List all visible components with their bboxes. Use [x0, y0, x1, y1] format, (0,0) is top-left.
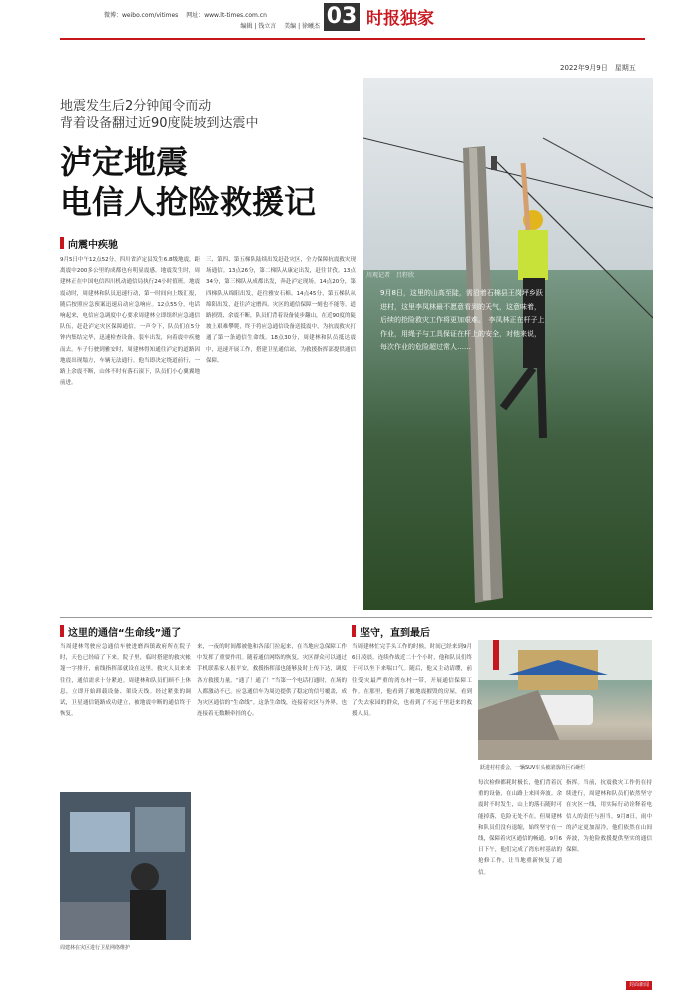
section-title: 时报独家	[366, 9, 434, 29]
page-number: 03	[324, 3, 360, 31]
kicker	[60, 98, 360, 132]
header-divider	[60, 38, 645, 40]
section1-heading: 向震中疾驰	[68, 240, 118, 251]
editor-text: 编辑 | 钱立言	[240, 23, 277, 30]
website-text: 网址：www.lt-times.com.cn	[186, 12, 267, 19]
designer-text: 美编 | 徐曦杰	[284, 23, 320, 30]
damaged-suv-illustration	[478, 640, 652, 760]
section-marker	[60, 237, 64, 249]
kicker-line-2: 背着设备翻过近90度陡坡到达震中	[60, 116, 259, 131]
section1-col2: 三、第四、第五梯队陆续出发赶赴灾区，全力保障抗震救灾现场通信。13点26分，第二梯队从康定出发，赶往甘孜。13点34分，第三梯队从成都出发，奔赴泸定现场。14点20分，第四梯队从绵阳出发，赶往雅安石棉。14点45分，第五梯队从绵阳出发，赶往泸定磨西。灾区的通信保障一刻也不能等。道路损毁、余震不断，队员们背着设备徒步翻山，在近90度的陡坡上艰难攀爬，终于将应急通信设备送抵震中，为抗震救灾打通了第一条通信生命线。18点30分，周建林和队员抵达震中，迅速开展工作，搭建卫星通信站，为救援指挥部提供通信保障。	[206, 257, 356, 364]
section3-heading: 坚守，直到最后	[360, 628, 430, 639]
section1-col1: 9月5日中午12点52分，四川省泸定县发生6.8级地震，距离震中200多公里的成都也有明显震感。地震发生时，周建林正在中国电信四川机动通信局执行24小时值班。地震震动时，周建林和队员迅速行动，第一时间向上级汇报，随后按照应急预案迅速启动应急响应。12点55分，电话响起来，电信应急调度中心要求周建林立即组织应急通信队伍，赶赴泸定灾区保障通信。一声令下，队员们在5分钟内集结完毕，迅速检查设备、装车出发，向着震中疾驰而去。车子行驶到雅安时，周建林得知通往泸定的道路因地震出现塌方，车辆无法通行。他当即决定绕道前行，一路上余震不断，山体不时有落石滚下，队员们小心翼翼地前进。	[60, 257, 200, 387]
section-marker	[352, 625, 356, 637]
section3-col1: 当周建林忙完手头工作的时候，时间已经来到9月6日凌晨。连续作战近二十个小时，他和队员们终于可以坐下来喘口气。随后，他又主动请缨，前往受灾最严重的湾东村一带，开展通信保障工作。在那里，他看到了被地震摧毁的房屋，看到了失去家园的群众，也看到了不远千里赶来的救援人员。	[352, 644, 472, 718]
photo-credit: 川观记者 吕籽欣	[366, 272, 415, 279]
section2-col2: 来，一夜的时间都被他和各部门拉起来，在当地应急保障工作中发挥了重要作用。随着通信网络的恢复，灾区群众可以通过手机联系家人报平安，救援指挥部也能够及时上传下达，调度各方救援力量。“通了！通了！”当第一个电话打通时，在场的人都激动不已。应急通信车为周边提供了稳定的信号覆盖，成为灾区通信的“生命线”。这条生命线，连接着灾区与外界，也连接着无数颗牵挂的心。	[197, 644, 347, 718]
weibo-text: 微博：weibo.com/vitimes	[104, 12, 179, 19]
section3-photo-caption: 跃进村村委会，一辆SUV车头被滚落的巨石砸烂	[480, 765, 586, 771]
section2-photo	[60, 792, 191, 940]
main-photo-caption: 9月8日，这里的山高至陡，需沿着石棉县王岗坪乡跃进村，这里李凤林最不愿意看到的天气，这意味着，后续的抢险救灾工作将更加艰难。 李凤林正在杆子上作业，用绳子与工具保证在杆上的安全，对他来说，每次作业的危险超过常人……	[380, 289, 545, 351]
headline-line-1: 泸定地震	[60, 143, 189, 181]
operator-at-console-illustration	[60, 792, 191, 940]
section3-col3: 指挥。当前，抗震救灾工作仍在持续进行，周建林和队员们依然坚守在灾区一线，用实际行动诠释着电信人的责任与担当。9月8日，雨中的泸定更加湿冷，他们依然在山间奔波，为抢险救援提供坚实的通信保障。	[566, 780, 652, 854]
section3-photo	[478, 640, 652, 760]
section3-col2: 每次检修都耗时极长，他们背着沉重的设备，在山路上来回奔波。余震时不时发生，山上的落石随时可能掉落，危险无处不在。但周建林和队员们没有退缩，始终坚守在一线，保障着灾区通信的畅通。9月6日下午，他们完成了湾东村基站的抢修工作，让当地重新恢复了通信。	[478, 780, 562, 876]
headline	[60, 142, 360, 222]
masthead-info	[104, 10, 324, 32]
section-marker	[60, 625, 64, 637]
headline-line-2: 电信人抢险救援记	[60, 183, 317, 221]
issue-date: 2022年9月9日 星期五	[560, 64, 636, 72]
section2-photo-caption: 周建林在灾区进行卫星网络维护	[60, 945, 131, 951]
kicker-line-1: 地震发生后2分钟闻令而动	[60, 99, 212, 114]
section2-col1: 当周建林驾驶应急通信车驶进磨西镇政府所在院子时，天色已经暗了下来。院子里，临时搭建的救灾帐篷一字排开，前线指挥部就设在这里。救灾人员来来往往，通信需求十分紧迫。周建林和队员们顾不上休息，立即开始卸载设备、架设天线。经过紧张的调试，卫星通信链路成功建立，被地震中断的通信终于恢复。	[60, 644, 191, 718]
footer-tag: 封面新闻	[626, 981, 652, 990]
section-divider	[60, 617, 652, 618]
section2-heading: 这里的通信“生命线”通了	[68, 628, 182, 639]
